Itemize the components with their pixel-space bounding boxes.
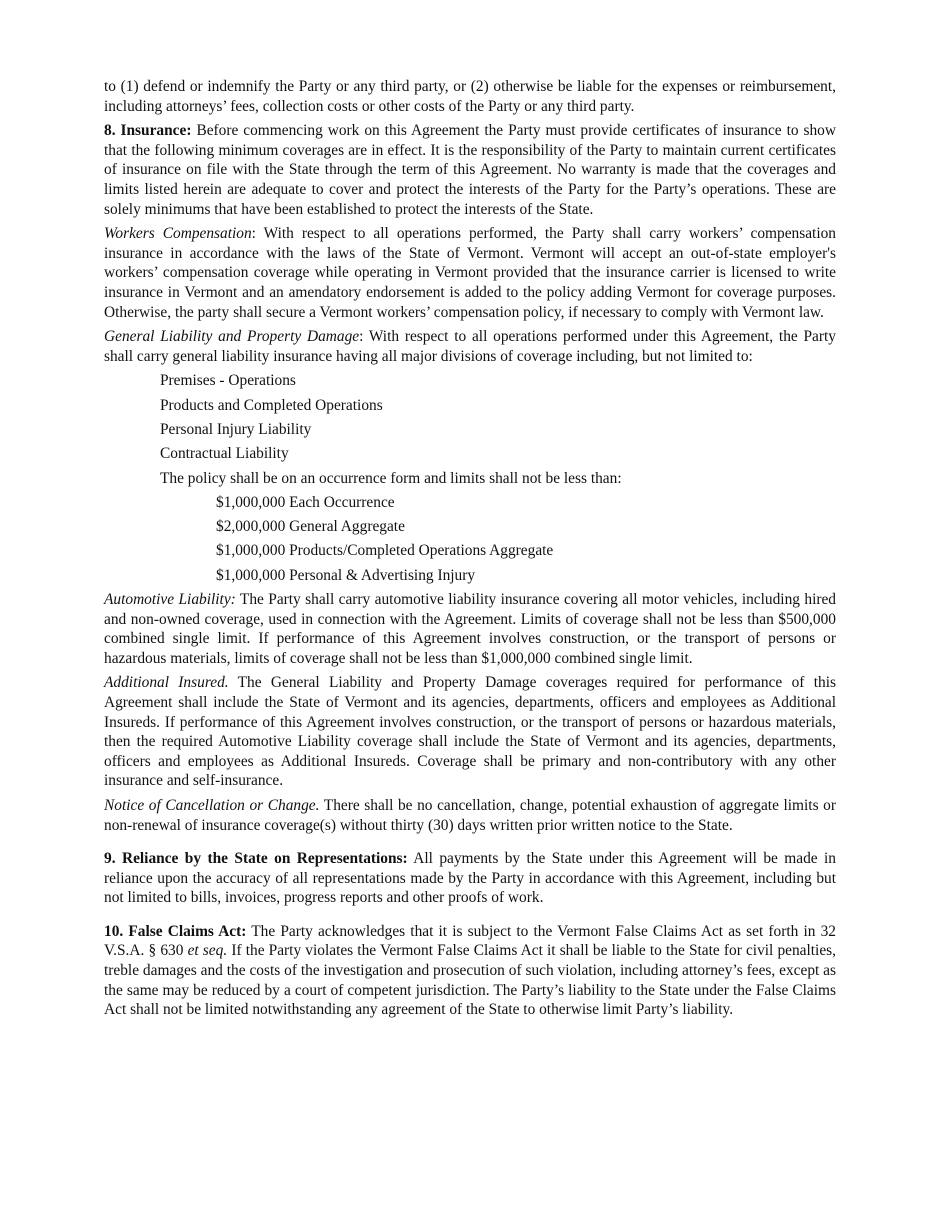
general-liability-section: [104, 327, 836, 366]
workers-comp-text: : With respect to all operations performed, the Party shall carry workers’ compensation insurance in accordance with the laws of the State of Vermont. Vermont will accept an out-of-state employer's workers’ compensation coverage while operating in Vermont provided that the insurance carrier is licensed to write insurance in Vermont and an amendatory endorsement is added to the policy adding Vermont for coverage purposes. Otherwise, the party shall secure a Vermont workers’ compensation policy, if necessary to comply with Vermont law.: [104, 225, 836, 321]
general-liability-heading: General Liability and Property Damage: [104, 328, 360, 346]
intro-paragraph: [104, 77, 836, 116]
false-claims-section: [104, 922, 836, 1020]
additional-insured-heading: Additional Insured.: [104, 674, 229, 692]
insurance-section: [104, 121, 836, 219]
automotive-heading: Automotive Liability:: [104, 590, 236, 608]
false-claims-text-a: The Party acknowledges that it is subject to the Vermont False Claims Act as set forth in 32 V.S.A. § 630: [104, 922, 836, 960]
automotive-text: The Party shall carry automotive liability insurance covering all motor vehicles, including hired and non-owned coverage, used in connection with the Agreement. Limits of coverage shall not be less than $500,000 combined single limit. If performance of this Agreement involves construction, or the transport of persons or hazardous materials, limits of coverage shall not be less than $1,000,000 combined single limit.: [104, 590, 836, 667]
limit-item: $1,000,000 Each Occurrence: [216, 493, 395, 511]
intro-text: to (1) defend or indemnify the Party or any third party, or (2) otherwise be liable for the expenses or reimbursement, including attorneys’ fees, collection costs or other costs of the Party or any third party.: [104, 78, 836, 115]
workers-comp-section: [104, 224, 836, 322]
workers-comp-heading: Workers Compensation: [104, 225, 252, 243]
additional-insured-text: The General Liability and Property Damage coverages required for performance of this Agreement shall include the State of Vermont and its agencies, departments, officers and employees as Additional Insureds. If performance of this Agreement involves construction, or the transport of persons or hazardous materials, then the required Automotive Liability coverage shall include the State of Vermont and its agencies, departments, officers and employees as Additional Insureds. Coverage shall be primary and non-contributory with any other insurance and self-insurance.: [104, 674, 836, 790]
reliance-heading: 9. Reliance by the State on Representations:: [104, 850, 408, 868]
policy-limits-intro: The policy shall be on an occurrence form and limits shall not be less than:: [160, 469, 622, 487]
limit-item: $1,000,000 Personal & Advertising Injury: [216, 566, 476, 584]
false-claims-et-seq: et seq.: [187, 942, 228, 960]
reliance-section: [104, 849, 836, 908]
coverage-list: [160, 371, 836, 492]
general-liability-text: : With respect to all operations performed under this Agreement, the Party shall carry general liability insurance having all major divisions of coverage including, but not limited to:: [104, 328, 836, 365]
limit-item: $1,000,000 Products/Completed Operations Aggregate: [216, 542, 554, 560]
false-claims-heading: 10. False Claims Act:: [104, 922, 247, 940]
additional-insured-section: [104, 673, 836, 791]
notice-section: [104, 796, 836, 835]
coverage-item: Personal Injury Liability: [160, 420, 312, 438]
automotive-section: [104, 590, 836, 668]
limit-item: $2,000,000 General Aggregate: [216, 518, 405, 536]
notice-heading: Notice of Cancellation or Change.: [104, 796, 320, 814]
false-claims-text-b: If the Party violates the Vermont False Claims Act it shall be liable to the State for civil penalties, treble damages and the costs of the investigation and prosecution of such violation, including attorney’s fees, except as the same may be reduced by a court of competent jurisdiction. The Party’s liability to the State under the False Claims Act shall not be limited notwithstanding any agreement of the State to otherwise limit Party’s liability.: [104, 942, 837, 1019]
document-page: [104, 77, 836, 1025]
notice-text: There shall be no cancellation, change, potential exhaustion of aggregate limits or non-renewal of insurance coverage(s) without thirty (30) days written prior written notice to the State.: [104, 796, 836, 834]
coverage-item: Contractual Liability: [160, 445, 289, 463]
coverage-item: Premises - Operations: [160, 372, 296, 390]
reliance-text: All payments by the State under this Agreement will be made in reliance upon the accuracy of all representations made by the Party in accordance with this Agreement, including but not limited to bills, invoices, progress reports and other proofs of work.: [104, 850, 836, 907]
insurance-text: Before commencing work on this Agreement the Party must provide certificates of insurance to show that the following minimum coverages are in effect. It is the responsibility of the Party to maintain current certificates of insurance on file with the State through the term of this Agreement. No warranty is made that the coverages and limits listed herein are adequate to cover and protect the interests of the Party for the Party’s operations. These are solely minimums that have been established to protect the interests of the State.: [104, 122, 836, 218]
insurance-heading: 8. Insurance:: [104, 122, 192, 140]
coverage-item: Products and Completed Operations: [160, 396, 383, 414]
limits-list: [216, 493, 836, 590]
